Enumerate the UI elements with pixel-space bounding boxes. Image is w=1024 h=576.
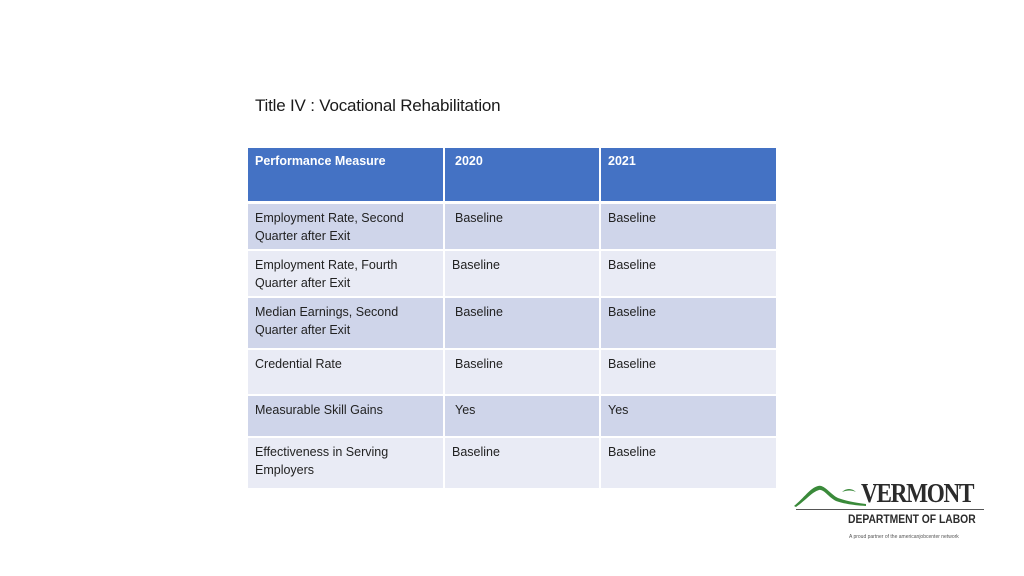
table-row [248, 297, 776, 349]
value-2020-cell [444, 297, 600, 349]
measure-cell: Employment Rate, Second Quarter after Exit [248, 203, 444, 251]
value-2020-cell [444, 395, 600, 437]
logo-department-text: DEPARTMENT OF LABOR [848, 512, 976, 526]
logo-divider [796, 509, 984, 510]
logo-partner-text: A proud partner of the americanjobcenter network [849, 534, 959, 540]
table-row [248, 437, 776, 489]
vermont-dol-logo [794, 478, 988, 546]
table-row [248, 349, 776, 395]
measure-cell: Credential Rate [248, 349, 444, 395]
value-2020-text: Baseline [455, 305, 503, 319]
value-2021-cell: Yes [600, 395, 776, 437]
table-row [248, 203, 776, 251]
measure-cell: Measurable Skill Gains [248, 395, 444, 437]
performance-table [248, 148, 776, 490]
table-row [248, 395, 776, 437]
value-2021-cell: Baseline [600, 349, 776, 395]
value-2020-text: Baseline [455, 357, 503, 371]
slide-title: Title IV : Vocational Rehabilitation [255, 96, 501, 115]
value-2020-cell [444, 349, 600, 395]
value-2020-cell: Baseline [444, 437, 600, 489]
value-2021-cell: Baseline [600, 437, 776, 489]
column-header-2020 [444, 148, 600, 203]
measure-cell: Median Earnings, Second Quarter after Exit [248, 297, 444, 349]
column-header-2021: 2021 [600, 148, 776, 203]
measure-cell: Employment Rate, Fourth Quarter after Exit [248, 250, 444, 297]
column-header-measure: Performance Measure [248, 148, 444, 203]
logo-vermont-text: VERMONT [861, 478, 974, 508]
measure-cell: Effectiveness in Serving Employers [248, 437, 444, 489]
value-2020-text: Yes [455, 403, 476, 417]
mountain-logo-icon [794, 480, 866, 508]
table-header-row [248, 148, 776, 203]
value-2020-cell [444, 203, 600, 251]
value-2021-cell: Baseline [600, 250, 776, 297]
value-2020-text: Baseline [455, 211, 503, 225]
value-2021-cell: Baseline [600, 203, 776, 251]
column-header-2020-label: 2020 [455, 154, 483, 168]
value-2020-cell: Baseline [444, 250, 600, 297]
table-row [248, 250, 776, 297]
value-2021-cell: Baseline [600, 297, 776, 349]
